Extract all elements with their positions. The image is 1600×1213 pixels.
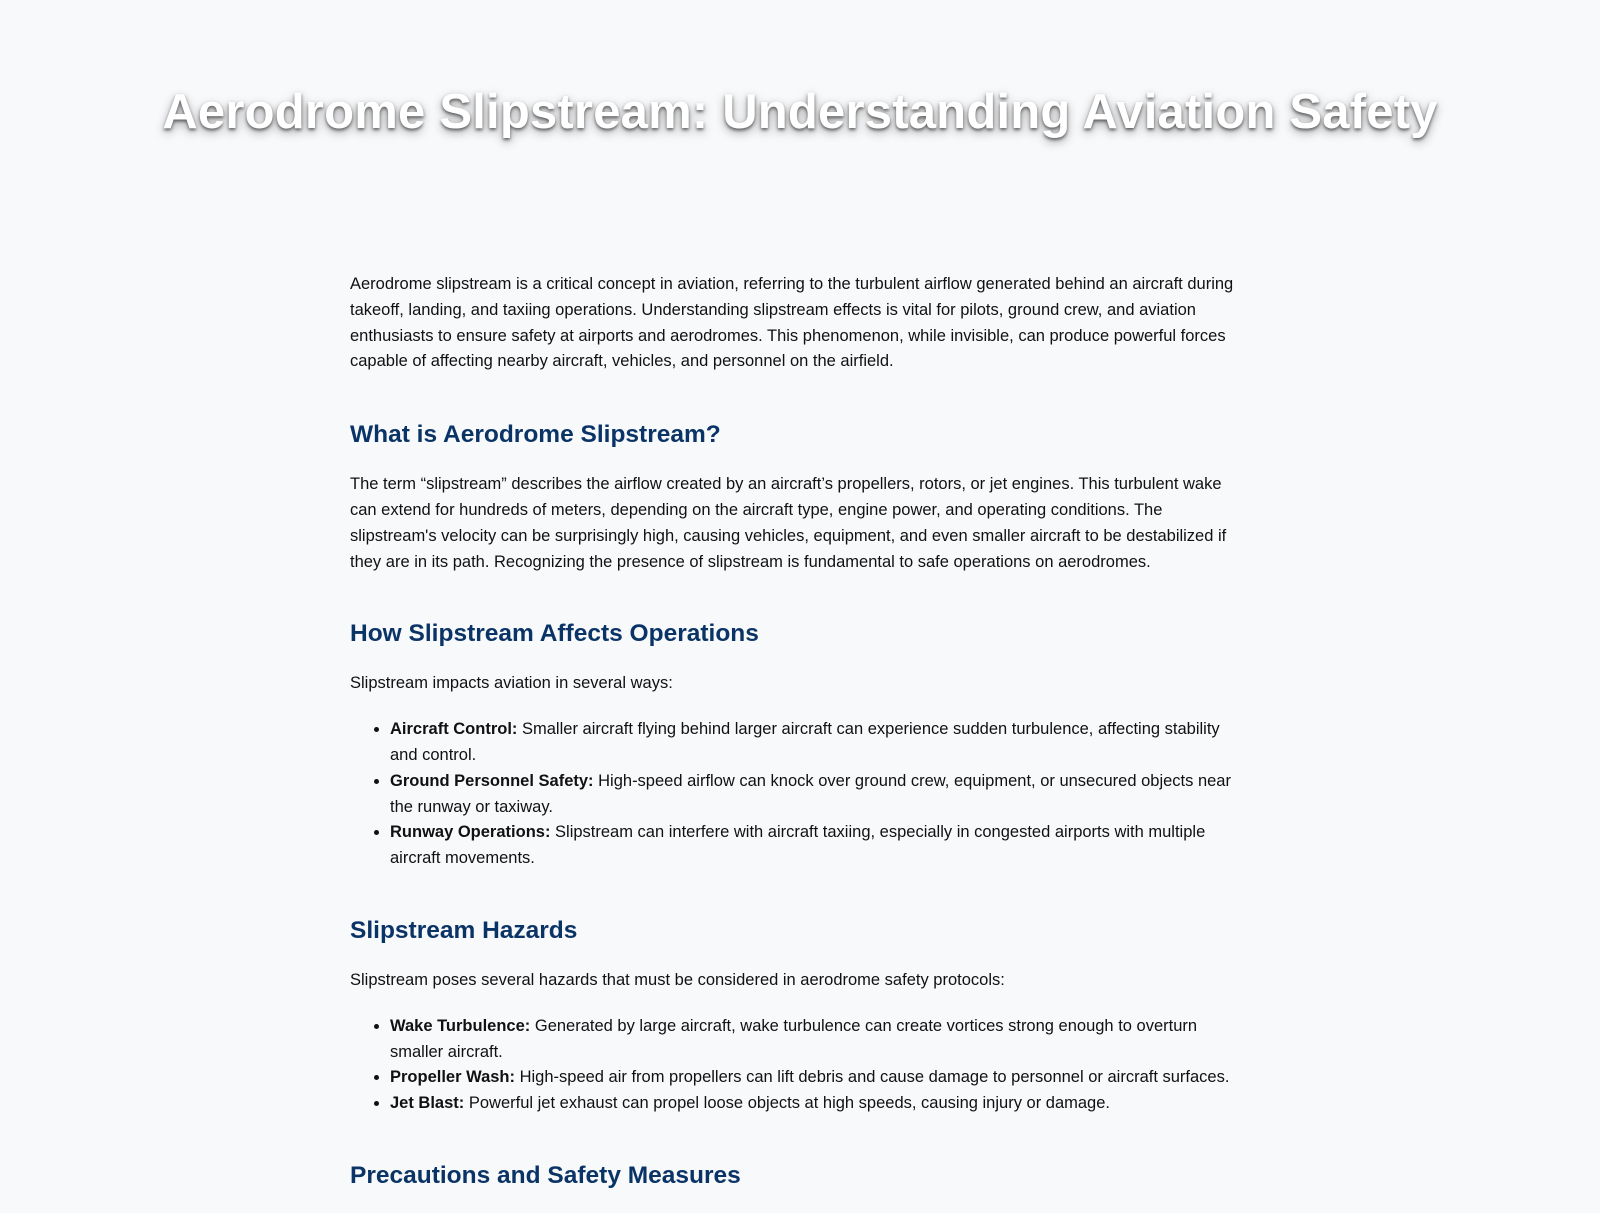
list-item-text: High-speed air from propellers can lift debris and cause damage to personnel or aircraft surfaces. <box>515 1068 1230 1087</box>
list-item-term: Runway Operations: <box>390 823 551 842</box>
section-how-slipstream-affects-operations <box>350 619 1240 872</box>
list-item-text: Slipstream can interfere with aircraft taxiing, especially in congested airports with multiple aircraft movements. <box>390 823 1206 868</box>
list-item-text: Generated by large aircraft, wake turbulence can create vortices strong enough to overturn smaller aircraft. <box>390 1016 1198 1061</box>
list-item-term: Ground Personnel Safety: <box>390 771 594 790</box>
list-item-term: Jet Blast: <box>390 1094 465 1113</box>
section-lead: Slipstream poses several hazards that must be considered in aerodrome safety protocols: <box>350 970 1005 989</box>
list-item <box>390 717 1240 769</box>
list-item <box>390 820 1240 872</box>
list-item-text: Powerful jet exhaust can propel loose objects at high speeds, causing injury or damage. <box>464 1094 1110 1113</box>
list-item <box>390 1091 1240 1117</box>
page-header <box>0 0 1600 240</box>
page-title: Aerodrome Slipstream: Understanding Aviation Safety <box>162 85 1438 139</box>
list-item-text: Smaller aircraft flying behind larger aircraft can experience sudden turbulence, affecting stability and control. <box>390 720 1220 764</box>
list-item <box>390 1065 1240 1091</box>
bullet-list <box>350 1014 1240 1117</box>
section-lead: Slipstream impacts aviation in several ways: <box>350 674 673 693</box>
article-content <box>350 272 1240 1213</box>
section-heading: What is Aerodrome Slipstream? <box>350 421 721 449</box>
list-item <box>390 1014 1240 1066</box>
list-item-term: Wake Turbulence: <box>390 1016 531 1035</box>
section-heading: Precautions and Safety Measures <box>350 1161 741 1189</box>
section-slipstream-hazards <box>350 916 1240 1117</box>
section-precautions <box>350 1161 1240 1191</box>
section-what-is-slipstream <box>350 420 1240 575</box>
list-item-text: High-speed airflow can knock over ground crew, equipment, or unsecured objects near the runway or taxiway. <box>390 771 1231 816</box>
list-item-term: Aircraft Control: <box>390 720 518 739</box>
section-heading: How Slipstream Affects Operations <box>350 620 759 648</box>
section-heading: Slipstream Hazards <box>350 916 578 944</box>
list-item <box>390 769 1240 821</box>
list-item-term: Propeller Wash: <box>390 1068 515 1087</box>
section-paragraph: The term “slipstream” describes the airflow created by an aircraft’s propellers, rotors, or jet engines. This turbulent wake can extend for hundreds of meters, depending on the aircraft type, engine power, and operating conditions. The slipstream's velocity can be surprisingly high, causing vehicles, equipment, and even smaller aircraft to be destabilized if they are in its path. Recognizing the presence of slipstream is fundamental to safe operations on aerodromes. <box>350 475 1227 571</box>
bullet-list <box>350 717 1240 872</box>
intro-paragraph: Aerodrome slipstream is a critical concept in aviation, referring to the turbulent airflow generated behind an aircraft during takeoff, landing, and taxiing operations. Understanding slipstream effects is vital for pilots, ground crew, and aviation enthusiasts to ensure safety at airports and aerodromes. This phenomenon, while invisible, can produce powerful forces capable of affecting nearby aircraft, vehicles, and personnel on the airfield. <box>350 275 1234 371</box>
